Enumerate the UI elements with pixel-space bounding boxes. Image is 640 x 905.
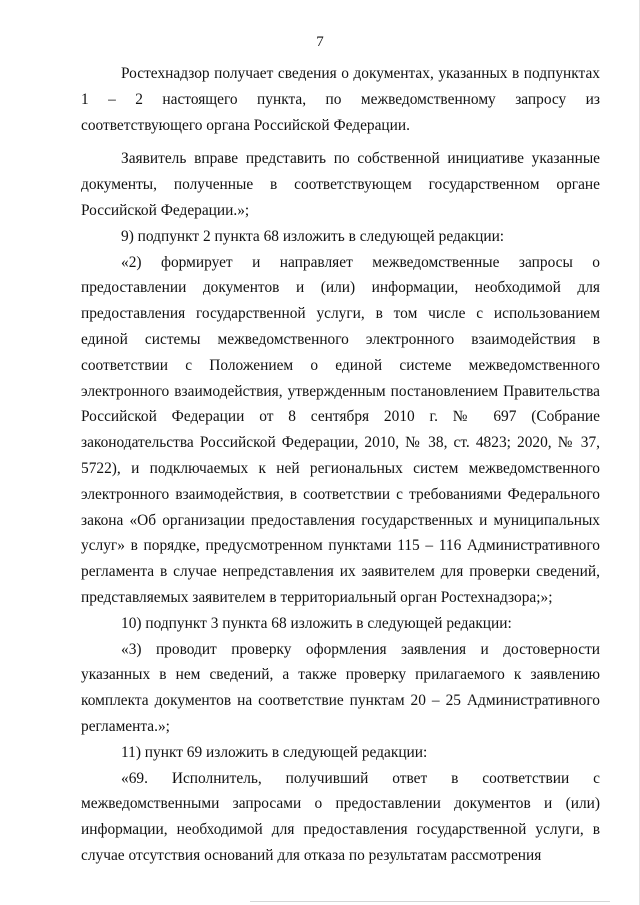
paragraph-point-69-text: «69. Исполнитель, получивший ответ в соответствии с межведомственными запросами о предоставлении документов и (или) информации, необходимой для предоставления государственной услуги, в случае отсутствия оснований для отказа по результатам рассмотрения — [81, 769, 600, 864]
document-body — [81, 61, 600, 869]
paragraph-rostekhnadzor-receives: Ростехнадзор получает сведения о документах, указанных в подпунктах 1 – 2 настоящего пункта, по межведомственному запросу из соответствующего органа Российской Федерации. — [81, 65, 600, 134]
scan-bottom-line — [250, 901, 610, 902]
paragraph-subitem-3-text: «3) проводит проверку оформления заявления и достоверности указанных в нем сведений, а также проверку прилагаемого к заявлению комплекта документов на соответствие пунктам 20 – 25 Административного регламента.»; — [81, 640, 600, 735]
paragraph-item-9: 9) подпункт 2 пункта 68 изложить в следующей редакции: — [121, 227, 505, 245]
page-number: 7 — [316, 34, 324, 50]
paragraph-item-11: 11) пункт 69 изложить в следующей редакции: — [121, 743, 428, 761]
paragraph-subitem-2-text: «2) формирует и направляет межведомственные запросы о предоставлении документов и (или) информации, необходимой для предоставления государственной услуги, в том числе с использованием единой системы межведомственного электронного взаимодействия в соответствии с Положением о единой системе межведомственного электронного взаимодействия, утвержденным постановлением Правительства Российской Федерации от 8 сентября 2010 г. № 697 (Собрание законодательства Российской Федерации, 2010, № 38, ст. 4823; 2020, № 37, 5722), и подключаемых к ней региональных систем межведомственного электронного взаимодействия, в соответствии с требованиями Федерального закона «Об организации предоставления государственных и муниципальных услуг» в порядке, предусмотренном пунктами 115 – 116 Административного регламента в случае непредставления их заявителем для проверки сведений, представляемых заявителем в территориальный орган Ростехнадзора;»; — [81, 253, 600, 606]
paragraph-item-10: 10) подпункт 3 пункта 68 изложить в следующей редакции: — [121, 614, 512, 632]
paragraph-applicant-right: Заявитель вправе представить по собственной инициативе указанные документы, полученные в соответствующем государственном органе Российской Федерации.»; — [81, 150, 600, 219]
